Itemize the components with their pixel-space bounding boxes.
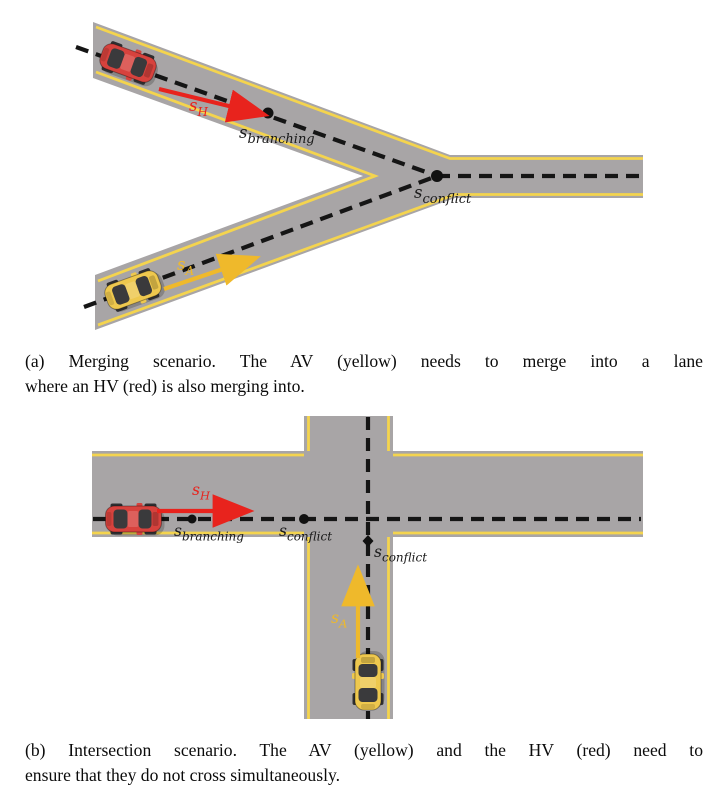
caption-a-line2: where an HV (red) is also merging into. — [25, 376, 305, 396]
intersection-scenario-diagram — [0, 408, 720, 734]
label-s-h: $s_H$ — [192, 481, 210, 503]
label-s-conflict-cross: $s_{conflict}$ — [374, 543, 428, 565]
hv-car — [106, 503, 165, 536]
label-s-conflict-lane: $s_{conflict}$ — [279, 522, 333, 544]
branching-point-dot — [263, 108, 274, 119]
branching-point-dot — [188, 515, 197, 524]
label-s-a: $s_A$ — [331, 609, 348, 631]
caption-b — [25, 738, 703, 788]
conflict-point-dot-lane — [299, 514, 309, 524]
label-s-branching: $s_{branching}$ — [239, 123, 315, 147]
caption-b-line2: ensure that they do not cross simultaneously. — [25, 765, 341, 785]
merging-scenario-diagram — [0, 0, 720, 348]
label-s-a: $s_A$ — [177, 255, 195, 278]
caption-b-line1: (b) Intersection scenario. The AV (yellow) and the HV (red) need to — [25, 740, 703, 760]
av-car — [352, 651, 385, 710]
caption-a — [25, 349, 703, 399]
label-s-conflict: $s_{conflict}$ — [414, 183, 472, 207]
conflict-point-dot — [431, 170, 443, 182]
label-s-branching: $s_{branching}$ — [174, 522, 244, 544]
caption-a-line1: (a) Merging scenario. The AV (yellow) needs to merge into a lane — [25, 351, 703, 371]
label-s-h: $s_H$ — [189, 96, 208, 119]
